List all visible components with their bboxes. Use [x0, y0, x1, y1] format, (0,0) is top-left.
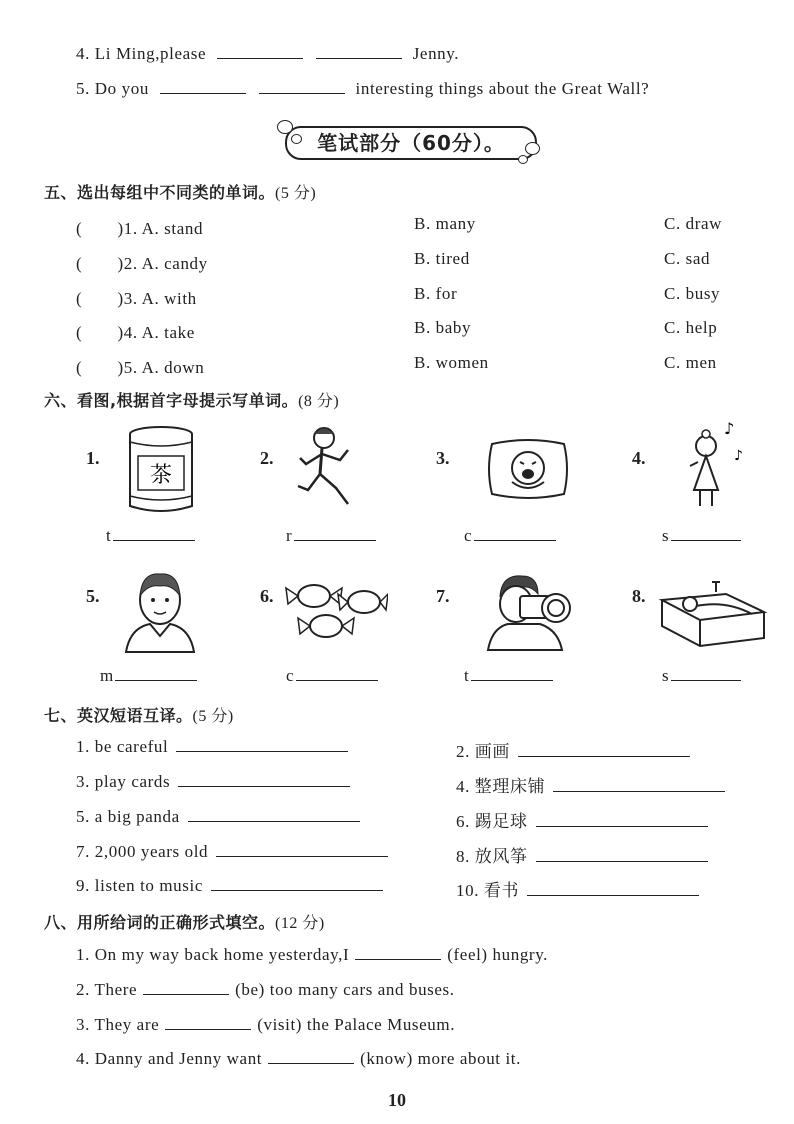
- section-title-text: 五、选出每组中不同类的单词。: [44, 183, 276, 202]
- question-text-end: (feel) hungry.: [447, 945, 549, 964]
- question-text: 5. Do you: [76, 79, 149, 98]
- phrase-text: 9. listen to music: [76, 876, 203, 895]
- phrase-text: 5. a big panda: [76, 807, 180, 826]
- phrase-text: 8. 放风筝: [456, 847, 528, 866]
- phrase-text: 10. 看书: [456, 881, 520, 900]
- fill-question-1: [76, 945, 548, 965]
- hint-5: [100, 666, 197, 686]
- phrase-4: [456, 772, 725, 797]
- bubble-decoration: [291, 134, 302, 144]
- answer-blank[interactable]: [355, 945, 441, 960]
- first-letter: s: [662, 526, 669, 545]
- hint-3: [464, 526, 556, 546]
- question-text-end: (know) more about it.: [360, 1049, 521, 1068]
- choice-row-2: [76, 249, 208, 274]
- phrase-3: [76, 772, 350, 792]
- music-note-icon: ♪: [734, 448, 743, 464]
- answer-blank[interactable]: [176, 737, 348, 752]
- section6-title: [44, 388, 339, 411]
- phrase-7: [76, 842, 388, 862]
- question-4: [76, 44, 459, 64]
- question-text: 4. Li Ming,please: [76, 44, 207, 63]
- choice-b: B. for: [414, 284, 458, 303]
- answer-blank[interactable]: [527, 881, 699, 896]
- question-text: 3. They are: [76, 1015, 160, 1034]
- choice-b: B. many: [414, 214, 476, 233]
- choice-b: B. women: [414, 353, 489, 372]
- section-title-text: 七、英汉短语互译。: [44, 706, 193, 725]
- tea-can-icon: [126, 424, 196, 516]
- first-letter: r: [286, 526, 292, 545]
- picture-number: 5.: [86, 586, 100, 606]
- answer-blank[interactable]: [143, 980, 229, 995]
- first-letter: c: [464, 526, 472, 545]
- section-score: (5 分): [192, 708, 234, 725]
- choice-c: C. busy: [664, 284, 721, 303]
- section-score: (8 分): [298, 393, 340, 410]
- picture-number: 6.: [260, 586, 274, 606]
- answer-blank[interactable]: [474, 526, 556, 541]
- answer-blank[interactable]: [296, 666, 378, 681]
- running-girl-icon: [292, 424, 362, 516]
- question-text-end: Jenny.: [412, 44, 460, 63]
- choice-a: ( )5. A. down: [76, 358, 205, 377]
- fill-question-3: [76, 1015, 455, 1035]
- picture-number: 4.: [632, 448, 646, 468]
- choice-a: ( )1. A. stand: [76, 219, 204, 238]
- hint-6: [286, 666, 378, 686]
- choice-row-3: [76, 284, 197, 309]
- answer-blank[interactable]: [268, 1049, 354, 1064]
- choice-b: B. tired: [414, 249, 470, 268]
- hint-2: [286, 526, 376, 546]
- answer-blank[interactable]: [211, 876, 383, 891]
- picture-number: 1.: [86, 448, 100, 468]
- bubble-decoration: [525, 142, 540, 155]
- picture-number: 2.: [260, 448, 274, 468]
- choice-a: ( )2. A. candy: [76, 254, 208, 273]
- hint-4: [662, 526, 741, 546]
- written-part-banner: [275, 120, 545, 164]
- answer-blank[interactable]: [165, 1015, 251, 1030]
- picture-number: 7.: [436, 586, 450, 606]
- answer-blank[interactable]: [671, 666, 741, 681]
- choice-row-5: [76, 353, 204, 378]
- candies-icon: [282, 576, 388, 642]
- choice-a: ( )3. A. with: [76, 289, 197, 308]
- first-letter: t: [464, 666, 469, 685]
- answer-blank[interactable]: [217, 44, 303, 59]
- choice-c: C. sad: [664, 249, 711, 268]
- answer-blank[interactable]: [216, 842, 388, 857]
- answer-blank[interactable]: [160, 79, 246, 94]
- question-text-end: (visit) the Palace Museum.: [257, 1015, 456, 1034]
- question-5: [76, 79, 649, 99]
- answer-blank[interactable]: [471, 666, 553, 681]
- bubble-decoration: [518, 155, 528, 164]
- answer-blank[interactable]: [518, 742, 690, 757]
- answer-blank[interactable]: [536, 812, 708, 827]
- section8-title: [44, 910, 325, 933]
- fill-question-4: [76, 1049, 521, 1069]
- phrase-text: 4. 整理床铺: [456, 777, 546, 796]
- phrase-text: 3. play cards: [76, 772, 171, 791]
- choice-b: B. baby: [414, 318, 472, 337]
- man-portrait-icon: [122, 566, 198, 654]
- sleeping-person-icon: [656, 576, 768, 652]
- section5-title: [44, 180, 316, 203]
- answer-blank[interactable]: [178, 772, 350, 787]
- phrase-9: [76, 876, 383, 896]
- section-score: (12 分): [275, 915, 325, 932]
- answer-blank[interactable]: [316, 44, 402, 59]
- photographer-icon: [484, 568, 576, 652]
- answer-blank[interactable]: [553, 777, 725, 792]
- question-text-end: (be) too many cars and buses.: [235, 980, 455, 999]
- music-note-icon: ♪: [724, 420, 735, 438]
- answer-blank[interactable]: [115, 666, 197, 681]
- banner-title: 笔试部分（60分）。: [285, 126, 537, 160]
- bubble-decoration: [277, 120, 293, 134]
- first-letter: m: [100, 666, 114, 685]
- phrase-2: [456, 737, 690, 762]
- answer-blank[interactable]: [536, 847, 708, 862]
- question-text: 1. On my way back home yesterday,I: [76, 945, 350, 964]
- phrase-text: 6. 踢足球: [456, 812, 528, 831]
- first-letter: t: [106, 526, 111, 545]
- answer-blank[interactable]: [113, 526, 195, 541]
- phrase-10: [456, 876, 699, 901]
- section-title-text: 八、用所给词的正确形式填空。: [44, 913, 276, 932]
- choice-row-4: [76, 318, 195, 343]
- question-text-end: interesting things about the Great Wall?: [355, 79, 650, 98]
- hint-1: [106, 526, 195, 546]
- page-number: 10: [388, 1090, 406, 1110]
- section7-title: [44, 703, 234, 726]
- question-text: 2. There: [76, 980, 138, 999]
- singing-girl-icon: [682, 420, 752, 510]
- hint-8: [662, 666, 741, 686]
- phrase-6: [456, 807, 708, 832]
- first-letter: s: [662, 666, 669, 685]
- answer-blank[interactable]: [259, 79, 345, 94]
- first-letter: c: [286, 666, 294, 685]
- answer-blank[interactable]: [188, 807, 360, 822]
- phrase-text: 2. 画画: [456, 742, 510, 761]
- crying-baby-icon: [486, 434, 570, 504]
- answer-blank[interactable]: [294, 526, 376, 541]
- phrase-text: 1. be careful: [76, 737, 169, 756]
- choice-a: ( )4. A. take: [76, 323, 195, 342]
- choice-row-1: [76, 214, 203, 239]
- section-title-text: 六、看图,根据首字母提示写单词。: [44, 391, 299, 410]
- picture-number: 3.: [436, 448, 450, 468]
- section-score: (5 分): [275, 185, 317, 202]
- choice-c: C. draw: [664, 214, 723, 233]
- picture-number: 8.: [632, 586, 646, 606]
- fill-question-2: [76, 980, 455, 1000]
- hint-7: [464, 666, 553, 686]
- can-label: 茶: [149, 463, 173, 488]
- phrase-8: [456, 842, 708, 867]
- answer-blank[interactable]: [671, 526, 741, 541]
- question-text: 4. Danny and Jenny want: [76, 1049, 263, 1068]
- phrase-text: 7. 2,000 years old: [76, 842, 209, 861]
- phrase-5: [76, 807, 360, 827]
- phrase-1: [76, 737, 348, 757]
- choice-c: C. men: [664, 353, 717, 372]
- choice-c: C. help: [664, 318, 718, 337]
